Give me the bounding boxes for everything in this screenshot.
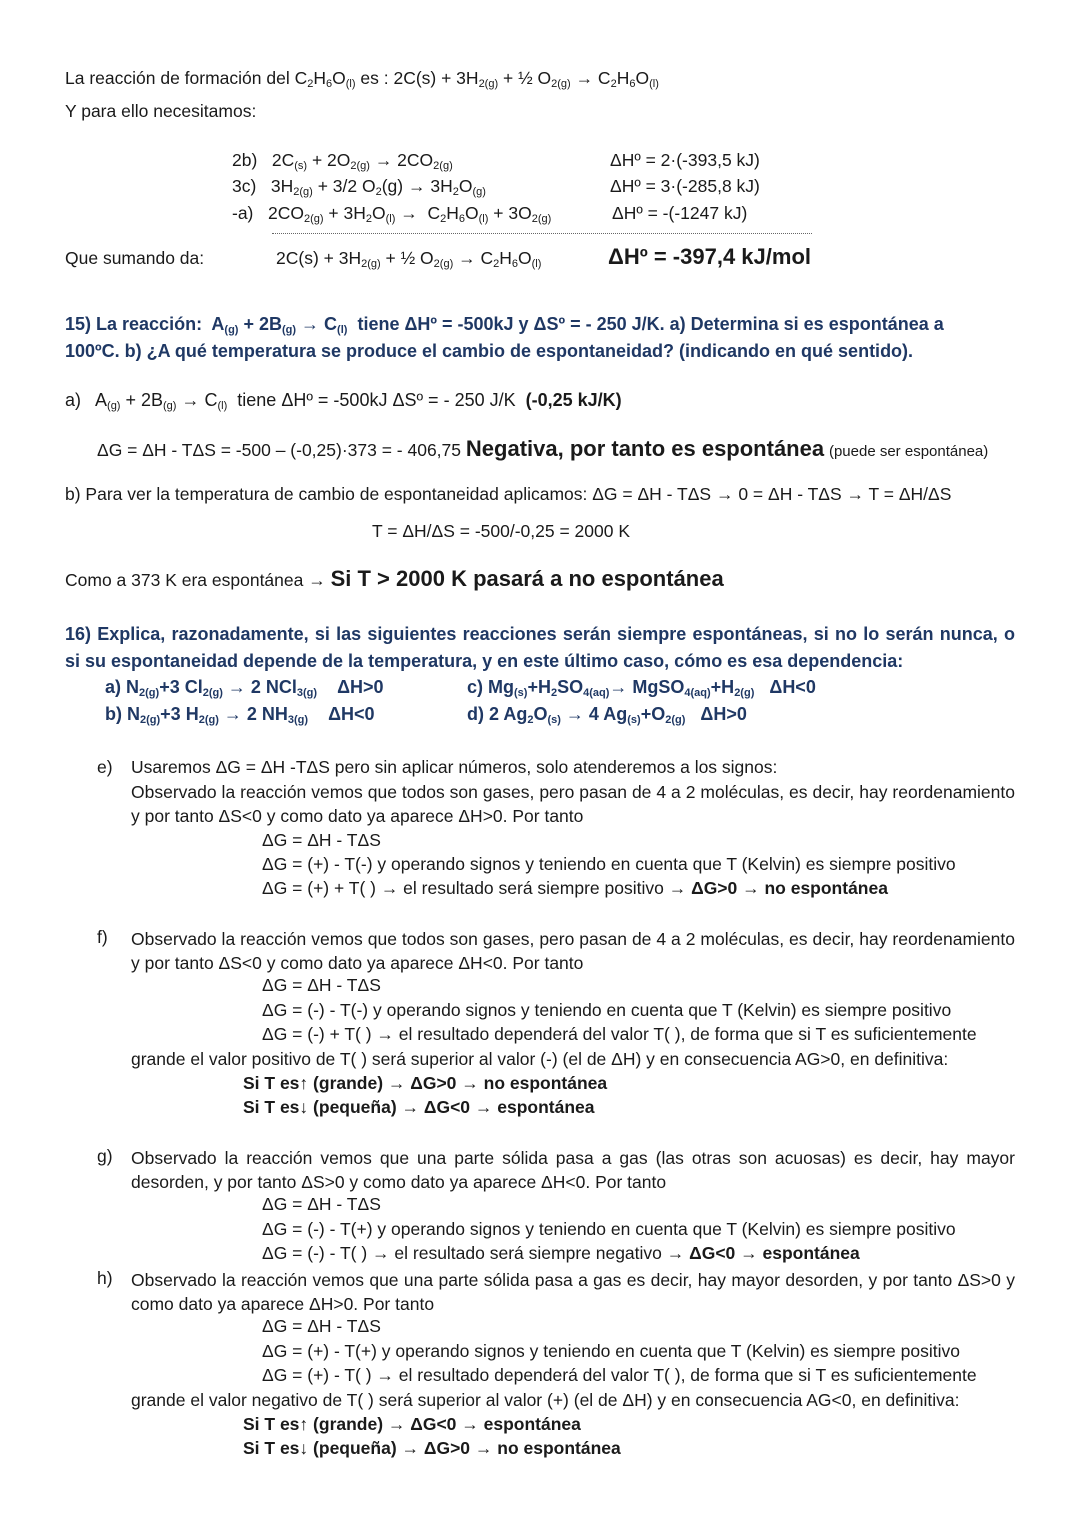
arrow-up-icon: ↑: [299, 1414, 309, 1434]
sum-result: ΔHº = -397,4 kJ/mol: [608, 244, 811, 269]
q16-reaction-a: a) $N_{2(g)}+3$ $Cl_{2(g)} \to 2$ NCl$_{3(g)}$ ΔH>0: [105, 677, 384, 699]
e-intro: Usaremos ΔG = ΔH -TΔS pero sin aplicar números, solo atenderemos a los signos:: [131, 757, 778, 777]
e-eq1: ΔG = ΔH - TΔS: [262, 830, 381, 850]
q16-reaction-b: b) $N_{2(g)}+3$ $H_{2(g)} \to 2$ $NH_{3(g)}$ ΔH<0: [105, 704, 375, 726]
e-eq3: ΔG = (+) + T( ) → el resultado será siempre positivo → ΔG>0 → no espontánea: [262, 878, 888, 898]
h-cont: grande el valor negativo de T( ) será superior al valor (+) (el de ΔH) y en consecuencia AG<0, en definitiva:: [131, 1390, 960, 1410]
f-text: Observado la reacción vemos que todos son gases, pero pasan de 4 a 2 moléculas, es decir, hay reordenamiento y por tanto ΔS<0 y como dato ya aparece ΔH<0. Por tanto: [131, 929, 1015, 973]
f-result-2: Si T es↓ (pequeña) → ΔG<0 → espontánea: [243, 1097, 595, 1117]
e-text: Observado la reacción vemos que todos son gases, pero pasan de 4 a 2 moléculas, es decir, hay reordenamiento y por tanto ΔS<0 y como dato ya aparece ΔH>0. Por tanto: [131, 782, 1015, 826]
f-label: f): [97, 927, 108, 947]
g-label: g): [97, 1146, 113, 1166]
q16-reaction-c: c) $Mg_{(s)}+H_2SO_{4(aq)}\to$ $MgSO_{4(aq)}+H_{2(g)}$ ΔH<0: [467, 677, 816, 699]
intro-line2: Y para ello necesitamos:: [65, 101, 257, 121]
arrow-up-icon: ↑: [299, 1073, 309, 1093]
h-eq1: ΔG = ΔH - TΔS: [262, 1316, 381, 1336]
arrow-down-icon: ↓: [299, 1097, 309, 1117]
g-eq3: ΔG = (-) - T( ) → el resultado será siempre negativo → ΔG<0 → espontánea: [262, 1243, 860, 1263]
f-eq1: ΔG = ΔH - TΔS: [262, 975, 381, 995]
q15-b-line: b) Para ver la temperatura de cambio de espontaneidad aplicamos: ΔG = ΔH - TΔS → 0 = ΔH - TΔS → T = ΔH/ΔS: [65, 484, 952, 504]
f-eq3: ΔG = (-) + T( ) → el resultado dependerá del valor T( ), de forma que si T es suficientemente: [262, 1024, 977, 1044]
q15-t-line: T = ΔH/ΔS = -500/-0,25 = 2000 K: [372, 521, 630, 541]
step-3c: 3c) $3H_{2(g)} + 3/2$ $O_2(g) \to 3H_2O_{(g)}$: [232, 176, 486, 198]
g-eq2: ΔG = (-) - T(+) y operando signos y teniendo en cuenta que T (Kelvin) es siempre positivo: [262, 1219, 956, 1239]
f-eq2: ΔG = (-) - T(-) y operando signos y teniendo en cuenta que T (Kelvin) es siempre positivo: [262, 1000, 952, 1020]
step-3c-dh: ΔHº = 3·(-285,8 kJ): [610, 176, 760, 196]
step-2b: 2b) $2C_{(s)} + 2O_{2(g)} \to 2CO_{2(g)}$: [232, 150, 453, 172]
arrow-down-icon: ↓: [299, 1438, 309, 1458]
h-result-2: Si T es↓ (pequeña) → ΔG>0 → no espontánea: [243, 1438, 621, 1458]
g-eq1: ΔG = ΔH - TΔS: [262, 1194, 381, 1214]
h-text: Observado la reacción vemos que una parte sólida pasa a gas es decir, hay mayor desorden, y por tanto ΔS>0 y como dato ya aparece ΔH>0. Por tanto: [131, 1270, 1015, 1314]
h-eq3: ΔG = (+) - T( ) → el resultado dependerá del valor T( ), de forma que si T es suficientemente: [262, 1365, 977, 1385]
q15-title-line1: 15) La reacción: $A_{(g)} + 2B_{(g)} \to C_{(l)}$ tiene ΔHº = -500kJ y ΔSº = - 250 J/K. a) Determina si es espontánea a: [65, 314, 944, 336]
sum-equation: $2C(s) + 3H_{2(g)}$ + ½ $O_{2(g)} \to C_2H_6O_{(l)}$: [276, 248, 542, 270]
f-result-1: Si T es↑ (grande) → ΔG>0 → no espontánea: [243, 1073, 608, 1093]
f-cont: grande el valor positivo de T( ) será superior al valor (-) (el de ΔH) y en consecuencia AG>0, en definitiva:: [131, 1049, 949, 1069]
e-eq2: ΔG = (+) - T(-) y operando signos y teniendo en cuenta que T (Kelvin) es siempre positivo: [262, 854, 956, 874]
sum-label: Que sumando da:: [65, 248, 205, 268]
sum-divider: [272, 233, 812, 234]
q15-title-line2: 100ºC. b) ¿A qué temperatura se produce el cambio de espontaneidad? (indicando en qué sentido).: [65, 341, 914, 361]
g-text: Observado la reacción vemos que una parte sólida pasa a gas (las otras son acuosas) es decir, hay mayor desorden, y por tanto ΔS>0 y como dato ya aparece ΔH<0. Por tanto: [131, 1148, 1015, 1192]
h-label: h): [97, 1268, 113, 1288]
q15-dg-line: ΔG = ΔH - TΔS = -500 – (-0,25)·373 = - 406,75 Negativa, por tanto es espontánea (puede ser espontánea): [97, 436, 989, 461]
step-a: -a) $2CO_{2(g)} + 3H_2O_{(l)} \to C_2H_6O_{(l)} + 3O_{2(g)}$: [232, 203, 552, 225]
q16-title: 16) Explica, razonadamente, si las siguientes reacciones serán siempre espontáneas, si no lo serán nunca, o si su espontaneidad depende de la temperatura, y en este último caso, cómo es esa dependencia:: [65, 624, 1015, 671]
q15-a-line: a) $A_{(g)} + 2B_{(g)} \to C_{(l)}$ tiene ΔHº = -500kJ ΔSº = - 250 J/K (-0,25 kJ/K): [65, 390, 622, 412]
q15-conclusion: Como a 373 K era espontánea → Si T > 2000 K pasará a no espontánea: [65, 566, 724, 591]
h-eq2: ΔG = (+) - T(+) y operando signos y teniendo en cuenta que T (Kelvin) es siempre positivo: [262, 1341, 960, 1361]
q16-reaction-d: d) 2 $Ag_2O_{(s)} \to 4$ $Ag_{(s)}+O_{2(g)}$ ΔH>0: [467, 704, 747, 726]
step-a-dh: ΔHº = -(-1247 kJ): [612, 203, 748, 223]
h-result-1: Si T es↑ (grande) → ΔG<0 → espontánea: [243, 1414, 581, 1434]
e-label: e): [97, 757, 113, 777]
intro-line1: La reacción de formación del $C_2H_6O_{(l)}$ es : $2C(s) + 3H_{2(g)}$ + ½ $O_{2(g)} \to C_2H_6O_{(l)}$: [65, 68, 659, 90]
step-2b-dh: ΔHº = 2·(-393,5 kJ): [610, 150, 760, 170]
